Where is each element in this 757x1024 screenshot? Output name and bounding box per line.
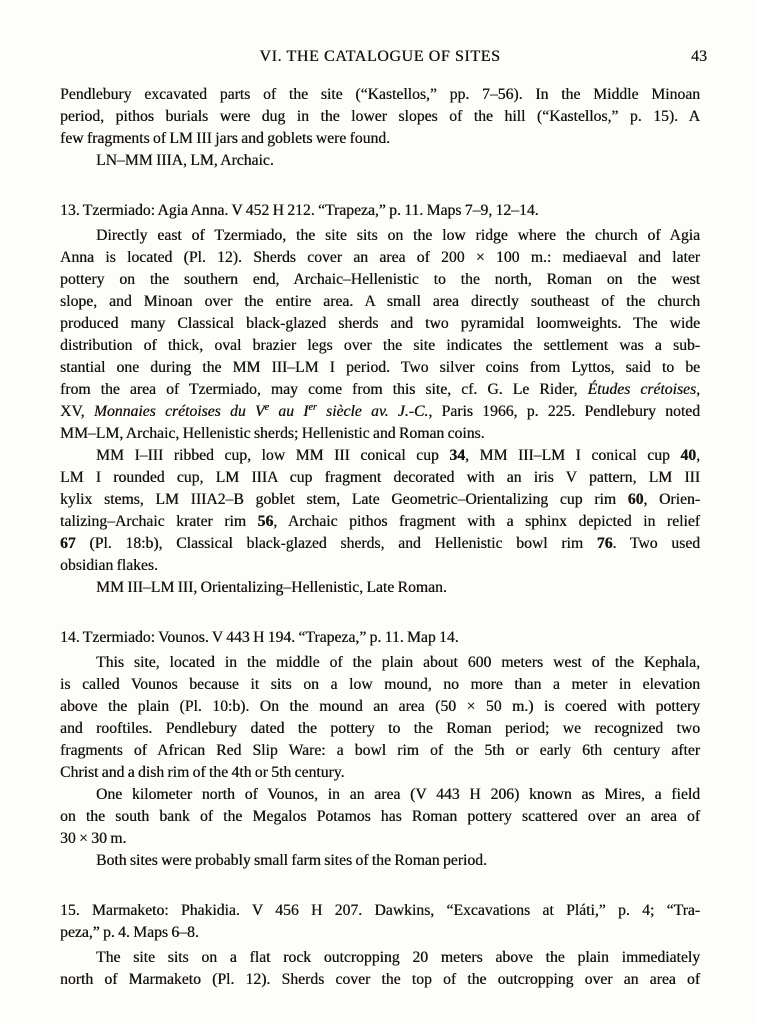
page-header xyxy=(60,46,707,68)
text-line: 30 × 30 m. xyxy=(60,830,127,847)
paragraph xyxy=(60,445,700,577)
text-line: above the plain (Pl. 10:b). On the mound an area (50 × 50 m.) is coered with pottery xyxy=(60,698,700,715)
text-line: talizing–Archaic krater rim 56, Archaic pithos fragment with a sphinx depicted in relief xyxy=(60,513,700,530)
text-column xyxy=(60,84,700,991)
text-line: This site, located in the middle of the plain about 600 meters west of the Kephala, xyxy=(96,654,700,671)
text-line: MM–LM, Archaic, Hellenistic sherds; Hellenistic and Roman coins. xyxy=(60,425,485,442)
text-line: MM III–LM III, Orientalizing–Hellenistic, Late Roman. xyxy=(96,579,447,596)
text-line: One kilometer north of Vounos, in an area (V 443 H 206) known as Mires, a field xyxy=(96,786,700,803)
text-line: Pendlebury excavated parts of the site (“Kastellos,” pp. 7–56). In the Middle Minoan xyxy=(60,86,700,103)
text-line: Anna is located (Pl. 12). Sherds cover an area of 200 × 100 m.: mediaeval and later xyxy=(60,249,700,266)
paragraph xyxy=(60,84,700,150)
running-title: VI. THE CATALOGUE OF SITES xyxy=(259,48,501,65)
text-line: Directly east of Tzermiado, the site sits on the low ridge where the church of Agia xyxy=(96,227,700,244)
site-entry-heading xyxy=(60,900,700,944)
paragraph xyxy=(60,577,700,599)
paragraph xyxy=(60,947,700,991)
site-entry-heading xyxy=(60,627,700,649)
site-entry-heading xyxy=(60,200,700,222)
text-line: LN–MM IIIA, LM, Archaic. xyxy=(96,152,274,169)
text-line: 15. Marmaketo: Phakidia. V 456 H 207. Dawkins, “Excavations at Pláti,” p. 4; “Tra- xyxy=(60,902,700,919)
text-line: peza,” p. 4. Maps 6–8. xyxy=(60,924,199,941)
text-line: 14. Tzermiado: Vounos. V 443 H 194. “Trapeza,” p. 11. Map 14. xyxy=(60,629,459,646)
page-number: 43 xyxy=(691,48,707,65)
text-line: distribution of thick, oval brazier legs over the site indicates the settlement was a sub- xyxy=(60,337,700,354)
text-line: produced many Classical black-glazed sherds and two pyramidal loomweights. The wide xyxy=(60,315,700,332)
text-line: MM I–III ribbed cup, low MM III conical cup 34, MM III–LM I conical cup 40, xyxy=(96,447,700,464)
text-line: 67 (Pl. 18:b), Classical black-glazed sherds, and Hellenistic bowl rim 76. Two used xyxy=(60,535,700,552)
paragraph xyxy=(60,652,700,784)
paragraph xyxy=(60,150,700,172)
text-line: Both sites were probably small farm sites of the Roman period. xyxy=(96,852,487,869)
paragraph xyxy=(60,850,700,872)
text-line: slope, and Minoan over the entire area. A small area directly southeast of the church xyxy=(60,293,700,310)
text-line: pottery on the southern end, Archaic–Hellenistic to the north, Roman on the west xyxy=(60,271,700,288)
text-line: stantial one during the MM III–LM I period. Two silver coins from Lyttos, said to be xyxy=(60,359,700,376)
text-line: north of Marmaketo (Pl. 12). Sherds cover the top of the outcropping over an area of xyxy=(60,971,700,988)
text-line: is called Vounos because it sits on a low mound, no more than a meter in elevation xyxy=(60,676,700,693)
text-line: on the south bank of the Megalos Potamos has Roman pottery scattered over an area of xyxy=(60,808,700,825)
paragraph xyxy=(60,784,700,850)
text-line: 13. Tzermiado: Agia Anna. V 452 H 212. “Trapeza,” p. 11. Maps 7–9, 12–14. xyxy=(60,202,539,219)
paragraph xyxy=(60,225,700,445)
text-line: from the area of Tzermiado, may come from this site, cf. G. Le Rider, Études crétoises, xyxy=(60,381,700,398)
text-line: LM I rounded cup, LM IIIA cup fragment decorated with an iris V pattern, LM III xyxy=(60,469,700,486)
text-line: obsidian flakes. xyxy=(60,557,158,574)
text-line: few fragments of LM III jars and goblets were found. xyxy=(60,130,391,147)
text-line: period, pithos burials were dug in the lower slopes of the hill (“Kastellos,” p. 15). A xyxy=(60,108,700,125)
text-line: XV, Monnaies crétoises du Ve au Ier siècle av. J.-C., Paris 1966, p. 225. Pendlebury noted xyxy=(60,402,700,420)
text-line: Christ and a dish rim of the 4th or 5th century. xyxy=(60,764,345,781)
text-line: The site sits on a flat rock outcropping 20 meters above the plain immediately xyxy=(96,949,700,966)
text-line: fragments of African Red Slip Ware: a bowl rim of the 5th or early 6th century after xyxy=(60,742,700,759)
text-line: kylix stems, LM IIIA2–B goblet stem, Late Geometric–Orientalizing cup rim 60, Orien- xyxy=(60,491,700,508)
text-line: and rooftiles. Pendlebury dated the pottery to the Roman period; we recognized two xyxy=(60,720,700,737)
